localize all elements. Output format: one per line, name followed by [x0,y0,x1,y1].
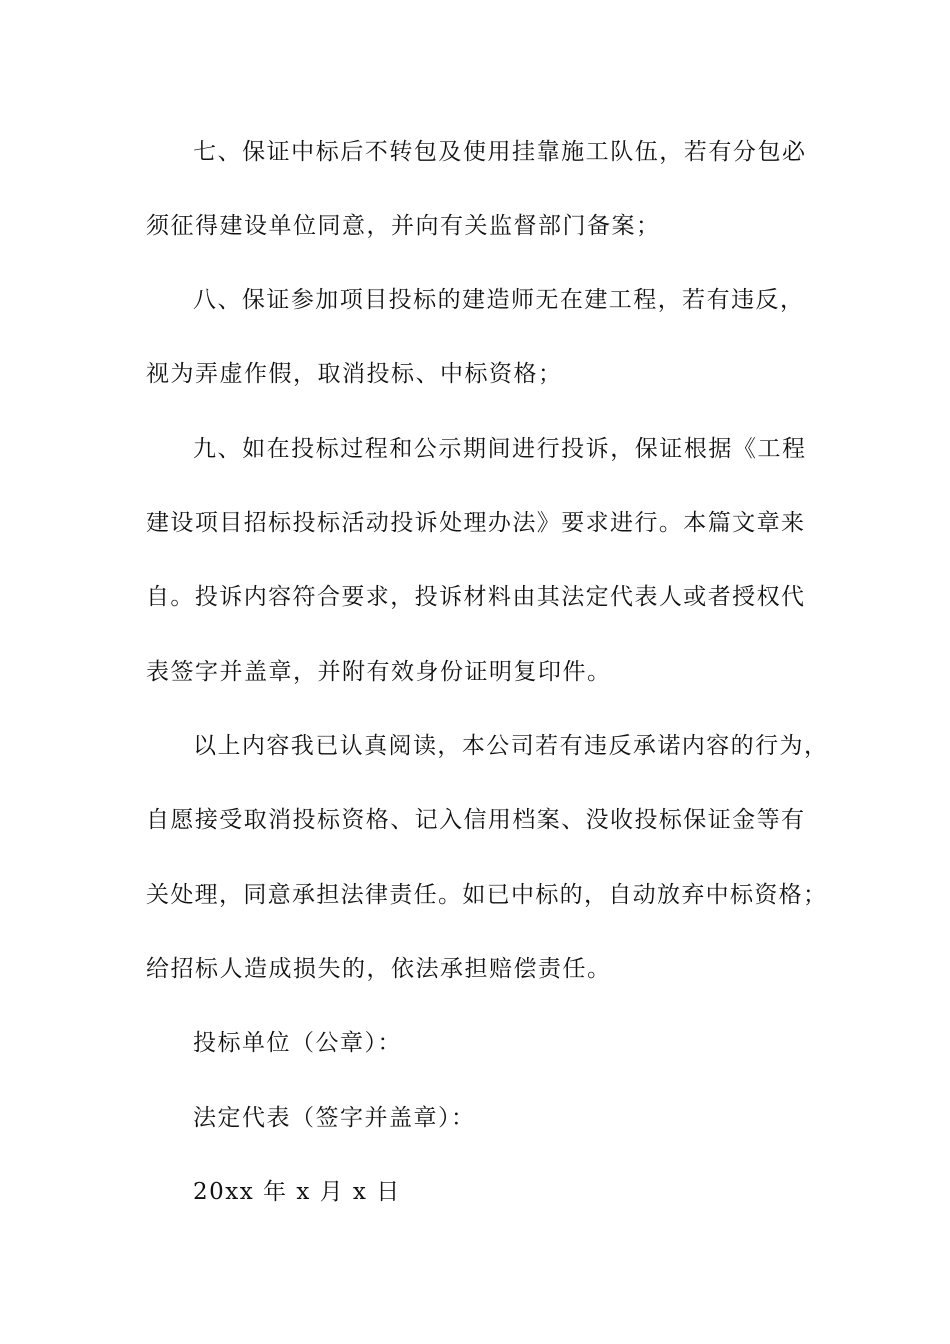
paragraph-9-line-3: 自。投诉内容符合要求，投诉材料由其法定代表人或者授权代 [146,584,804,610]
signature-date: 20xx 年 x 月 x 日 [193,1179,401,1205]
commitment-line-4: 给招标人造成损失的，依法承担赔偿责任。 [146,956,612,982]
paragraph-9-line-2: 建设项目招标投标活动投诉处理办法》要求进行。本篇文章来 [146,510,804,536]
paragraph-9-line-4: 表签字并盖章，并附有效身份证明复印件。 [146,659,612,685]
paragraph-7-line-1: 七、保证中标后不转包及使用挂靠施工队伍，若有分包必 [193,139,805,165]
bidder-seal-label: 投标单位（公章）： [193,1030,402,1056]
commitment-line-3: 关处理，同意承担法律责任。如已中标的，自动放弃中标资格； [146,882,826,908]
commitment-line-1: 以上内容我已认真阅读，本公司若有违反承诺内容的行为， [193,733,827,759]
paragraph-8-line-2: 视为弄虚作假，取消投标、中标资格； [146,361,563,387]
paragraph-7-line-2: 须征得建设单位同意，并向有关监督部门备案； [146,213,661,239]
paragraph-8-line-1: 八、保证参加项目投标的建造师无在建工程，若有违反， [193,287,803,313]
legal-representative-label: 法定代表（签字并盖章）： [193,1105,476,1131]
paragraph-9-line-1: 九、如在投标过程和公示期间进行投诉，保证根据《工程 [193,436,805,462]
commitment-line-2: 自愿接受取消投标资格、记入信用档案、没收投标保证金等有 [146,807,804,833]
